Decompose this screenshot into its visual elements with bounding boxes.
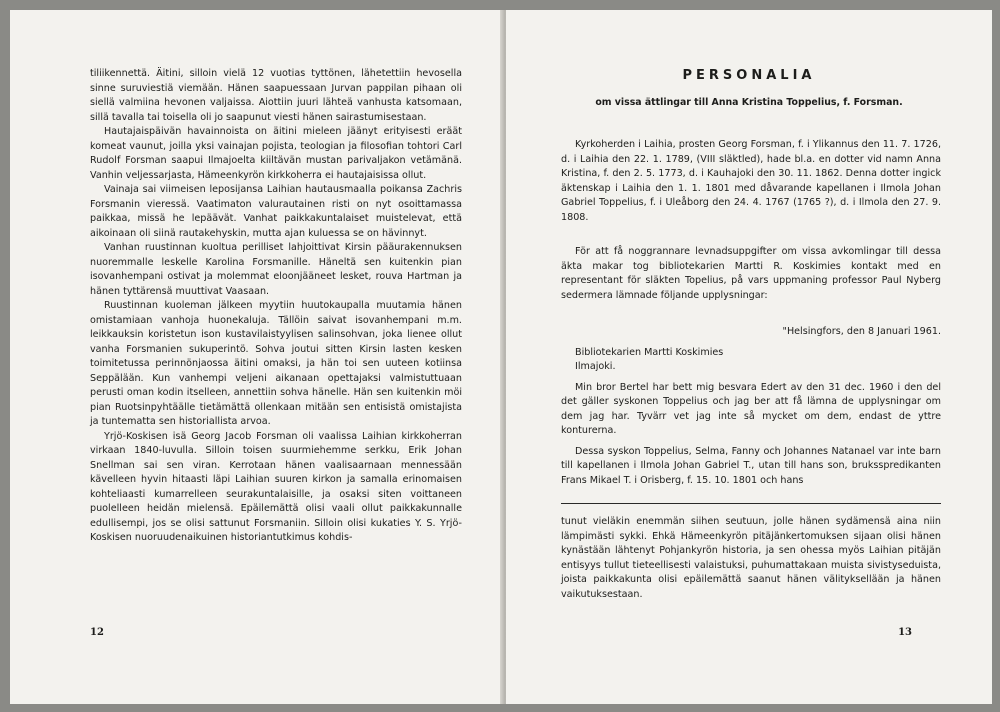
intro-text: Kyrkoherden i Laihia, prosten Georg Forsman, f. i Ylikannus den 11. 7. 1726, d. i Laihia den 22. 1. 1789, (VIII släktled), hade bl.a. en dotter vid namn Anna Kristina, f. den 2. 5. 1773, d. i Kauhajoki den 30. 11. 1862. Denna dotter ingick äktenskap i Laihia den 1. 1. 1801 med dåvarande kapellanen i Ilmola Johan Gabriel Toppelius, f. i Uleåborg den 24. 4. 1767 (1765 ?), d. i Ilmola den 27. 9. 1808. xyxy=(561,139,941,223)
right-page xyxy=(506,10,992,704)
left-paragraph: Ruustinnan kuoleman jälkeen myytiin huutokaupalla muutamia hänen omistamiaan vanhoja huonekaluja. Tällöin saivat isovanhempani m.m. leikkauksin koristetun ison kustavilaistyylisen salinsohvan, joka lienee ollut vanha Forsmanien sukuperintö. Sohva joutui sitten Kirsin lasten kesken toimitetussa perinnönjaossa äitini omaksi, ja hän toi sen uuteen kotiinsa Seppälään. Kun vanhempi veljeni aikanaan opettajaksi valmistuttuaan perusti oman kodin itselleen, annettiin sohva hänelle. Hän sen kuitenkin möi pian Ruotsinpyhtäälle tietämättä ollenkaan mitään sen entisistä omistajista ja tuntematta sen historiallista arvoa. xyxy=(90,300,462,427)
page-subtitle: om vissa ättlingar till Anna Kristina Toppelius, f. Forsman. xyxy=(595,97,903,108)
left-paragraph: tiliikennettä. Äitini, silloin vielä 12 vuotias tyttönen, lähetettiin hevosella sinne suruviestiä viemään. Hänen saapuessaan Jurvan pappilan pihaan oli siellä valmiina hevonen valjaissa. Aiottiin juuri lähteä vanhusta katsomaan, sillä tavalla tai toisella oli jo saapunut viesti hänen sairastumisestaan. xyxy=(90,68,462,123)
left-page-number: 12 xyxy=(90,627,104,638)
letter-place: Ilmajoki. xyxy=(575,361,616,372)
continuation-text: tunut vieläkin enemmän siihen seutuun, jolle hänen sydämensä aina niin lämpimästi sykki. Ehkä Hämeenkyrön pitäjänkertomuksen sijaan olisi hänen kynästään lähtenyt Pohjankyrön historia, ja sen ohessa myös Laihian pitäjän entisyys tullut tieteellisesti valaistuksi, puhumattakaan muista sivistyseduista, joista paikkakunta olisi epäilemättä saanut hänen välityksellään ja hänen vaikutuksestaan. xyxy=(561,516,941,600)
left-page-body xyxy=(90,67,462,546)
request-text: För att få noggrannare levnadsuppgifter om vissa avkomlingar till dessa äkta makar tog bibliotekarien Martti R. Koskimies kontakt med en representant för släkten Topelius, på vars uppmaning professor Paul Nyberg sedermera lämnade följande upplysningar: xyxy=(561,246,941,301)
section-divider xyxy=(561,503,941,504)
left-paragraph: Vainaja sai viimeisen leposijansa Laihian hautausmaalla poikansa Zachris Forsmanin vieressä. Vaatimaton valurautainen risti on nyt osoittamassa paikkaa, missä he lepäävät. Vanhat paikkakuntalaiset muistelevat, että aikoinaan oli siinä rautakehyskin, mutta ajan kuluessa se on hävinnyt. xyxy=(90,184,462,239)
left-paragraph: Vanhan ruustinnan kuoltua perilliset lahjoittivat Kirsin pääurakennuksen nuoremmalle leskelle Karolina Forsmanille. Häneltä sen kuitenkin pian isovanhempani ostivat ja molemmat eloonjääneet lesket, rouva Hartman ja hänen tyttärensä muuttivat Vaasaan. xyxy=(90,242,462,297)
letter-date: "Helsingfors, den 8 Januari 1961. xyxy=(782,326,941,337)
right-page-number: 13 xyxy=(898,627,912,638)
letter-block xyxy=(561,325,941,488)
continuation-paragraph xyxy=(561,515,941,602)
page-title: PERSONALIA xyxy=(682,68,816,83)
left-paragraph: Hautajaispäivän havainnoista on äitini mieleen jäänyt erityisesti eräät komeat vaunut, joilla yksi vainajan pojista, teologian ja filosofian tohtori Carl Rudolf Forsman saapui Ilmajoelta kiiltävän mustan parivaljakon vetämänä. Vanhin veljessarjasta, Hämeenkyrön kirkkoherra ei hautajaisissa ollut. xyxy=(90,126,462,181)
left-paragraph: Yrjö-Koskisen isä Georg Jacob Forsman oli vaalissa Laihian kirkkoherran virkaan 1840-luvulla. Silloin toisen suurmiehemme serkku, Erik Johan Snellman sai sen viran. Kerrotaan hänen vaalisaarnaan mennessään kävelleen hyvin hitaasti läpi Laihian suuren kirkon ja samalla erinomaisen kohteliaasti kumarrelleen seurakuntalaisille, ja osaksi siten voittaneen puolelleen heidän mielensä. Epäilemättä olisi vaali ollut paikkakunnalle edullisempi, jos se olisi sattunut Forsmaniin. Silloin olisi kukaties Y. S. Yrjö-Koskisen nuoruudenaikuinen historiantutkimus kohdis- xyxy=(90,430,462,543)
letter-paragraph: Min bror Bertel har bett mig besvara Edert av den 31 dec. 1960 i den del det gäller syskonen Toppelius och jag ber att få lämna de upplysningar om dem jag har. Tyvärr vet jag inte så mycket om dem, endast de yttre konturerna. xyxy=(561,381,941,436)
left-page xyxy=(10,10,504,704)
letter-paragraph: Dessa syskon Toppelius, Selma, Fanny och Johannes Natanael var inte barn till kapellanen i Ilmola Johan Gabriel T., utan till hans son, bruksspredikanten Frans Mikael T. i Orisberg, f. 15. 10. 1801 och hans xyxy=(561,445,941,486)
intro-paragraph xyxy=(561,138,941,225)
letter-recipient: Bibliotekarien Martti Koskimies xyxy=(575,346,724,358)
request-paragraph xyxy=(561,245,941,303)
